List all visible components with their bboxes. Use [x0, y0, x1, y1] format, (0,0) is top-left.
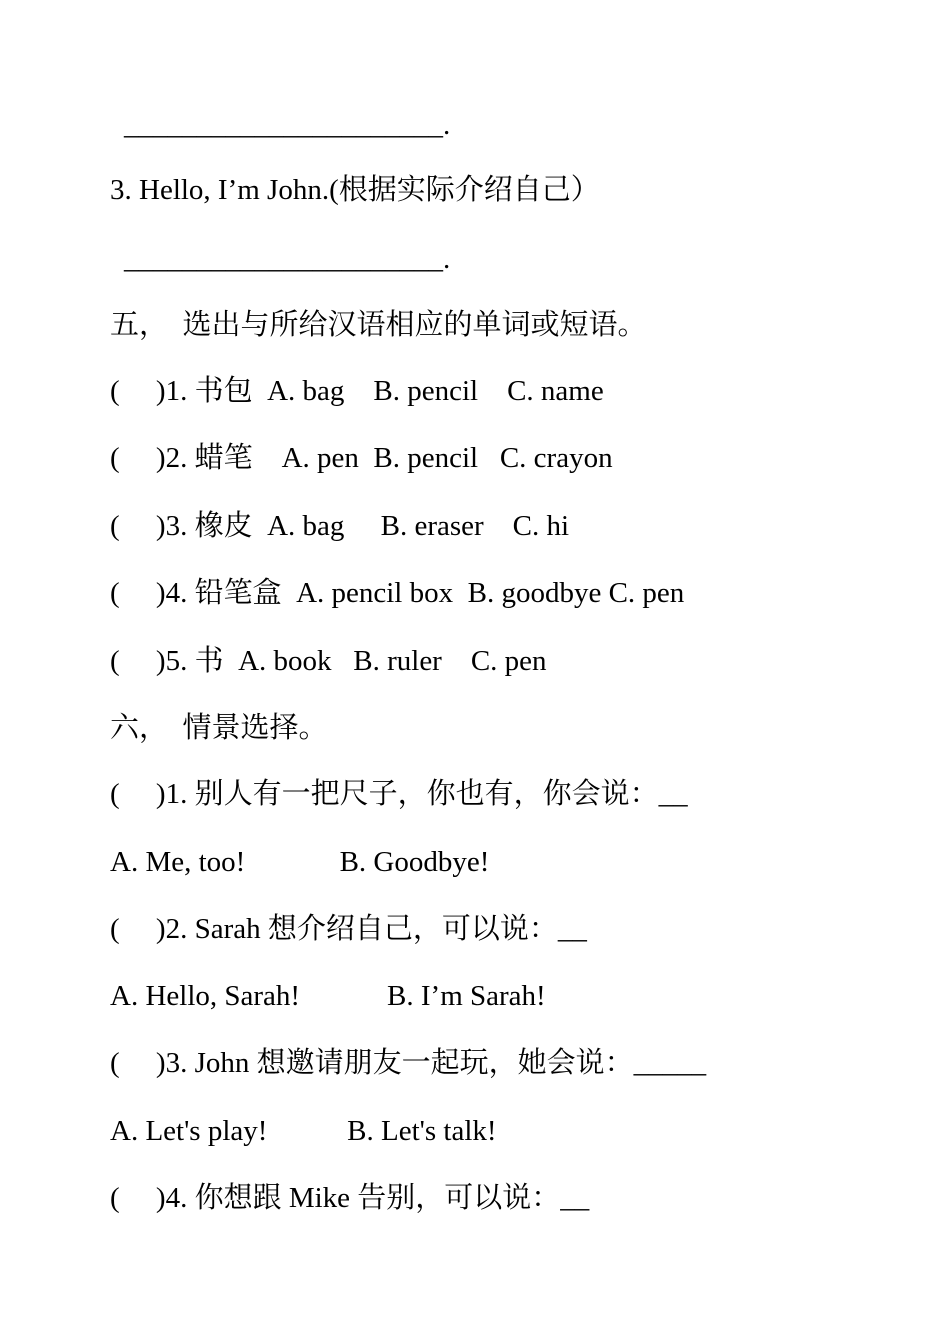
answer-line-1: ______________________.	[124, 109, 451, 141]
section6-item-3-question: ( )3. John 想邀请朋友一起玩，她会说：_____	[110, 1047, 707, 1079]
section5-heading: 五， 选出与所给汉语相应的单词或短语。	[110, 309, 647, 341]
section5-item-5: ( )5. 书 A. book B. ruler C. pen	[110, 645, 547, 677]
section5-item-4: ( )4. 铅笔盒 A. pencil box B. goodbye C. pen	[110, 577, 685, 609]
section6-heading: 六， 情景选择。	[110, 712, 328, 744]
section6-item-1-options: A. Me, too! B. Goodbye!	[110, 846, 490, 878]
section6-item-4-question: ( )4. 你想跟 Mike 告别，可以说：__	[110, 1182, 590, 1214]
section5-item-2: ( )2. 蜡笔 A. pen B. pencil C. crayon	[110, 442, 613, 474]
section6-item-2-question: ( )2. Sarah 想介绍自己，可以说：__	[110, 913, 587, 945]
answer-line-2: ______________________.	[124, 243, 451, 275]
section6-item-1-question: ( )1. 别人有一把尺子，你也有，你会说：__	[110, 778, 688, 810]
section5-item-1: ( )1. 书包 A. bag B. pencil C. name	[110, 375, 604, 407]
section5-item-3: ( )3. 橡皮 A. bag B. eraser C. hi	[110, 510, 570, 542]
section4-item3-prompt: 3. Hello, I’m John.(根据实际介绍自己）	[110, 174, 600, 206]
section6-item-2-options: A. Hello, Sarah! B. I’m Sarah!	[110, 980, 546, 1012]
section6-item-3-options: A. Let's play! B. Let's talk!	[110, 1115, 497, 1147]
